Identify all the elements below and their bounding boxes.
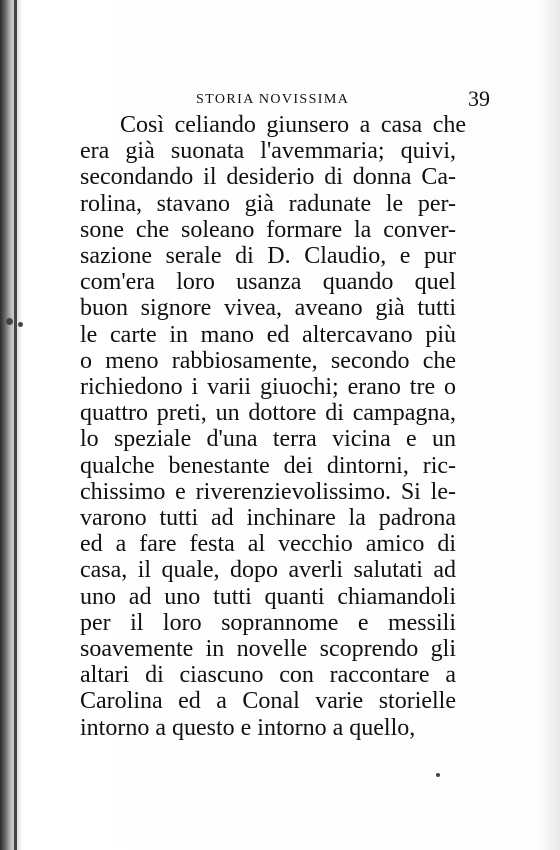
text-line: uno ad uno tutti quanti chiamandoli — [80, 583, 456, 610]
text-line: era già suonata l'avemmaria; quivi, — [80, 138, 456, 165]
speck — [436, 773, 440, 777]
text-line: soavemente in novelle scoprendo gli — [80, 636, 456, 663]
body-text — [80, 112, 470, 741]
text-line: le carte in mano ed altercavano più — [80, 321, 456, 348]
text-line: quattro preti, un dottore di campagna, — [80, 400, 456, 427]
text-line: rolina, stavano già radunate le per- — [80, 190, 456, 217]
text-line: sone che soleano formare la conver- — [80, 216, 456, 243]
text-line: secondando il desiderio di donna Ca- — [80, 164, 456, 191]
speck — [18, 322, 23, 327]
text-line: qualche benestante dei dintorni, ric- — [80, 452, 456, 479]
speck — [6, 318, 13, 325]
text-line: altari di ciascuno con raccontare a — [80, 662, 456, 689]
text-line: varono tutti ad inchinare la padrona — [80, 505, 456, 532]
text-line: buon signore vivea, aveano già tutti — [80, 295, 456, 322]
page-number: 39 — [468, 86, 490, 111]
text-line: chissimo e riverenzievolissimo. Si le- — [80, 478, 456, 505]
text-line: intorno a questo e intorno a quello, — [80, 714, 416, 741]
text-line: casa, il quale, dopo averli salutati ad — [80, 557, 456, 584]
binding-edge — [14, 0, 17, 850]
text-line: ed a fare festa al vecchio amico di — [80, 531, 456, 558]
text-line: lo speziale d'una terra vicina e un — [80, 426, 456, 453]
text-line: o meno rabbiosamente, secondo che — [80, 347, 456, 374]
text-line: richiedono i varii giuochi; erano tre o — [80, 374, 456, 401]
running-head: STORIA NOVISSIMA — [196, 92, 350, 107]
text-line: per il loro soprannome e messili — [80, 609, 456, 636]
text-line: Così celiando giunsero a casa che — [120, 112, 466, 138]
text-line: Carolina ed a Conal varie storielle — [80, 688, 456, 715]
text-line: sazione serale di D. Claudio, e pur — [80, 243, 456, 270]
text-line: com'era loro usanza quando quel — [80, 269, 456, 296]
binding-shadow — [0, 0, 22, 850]
